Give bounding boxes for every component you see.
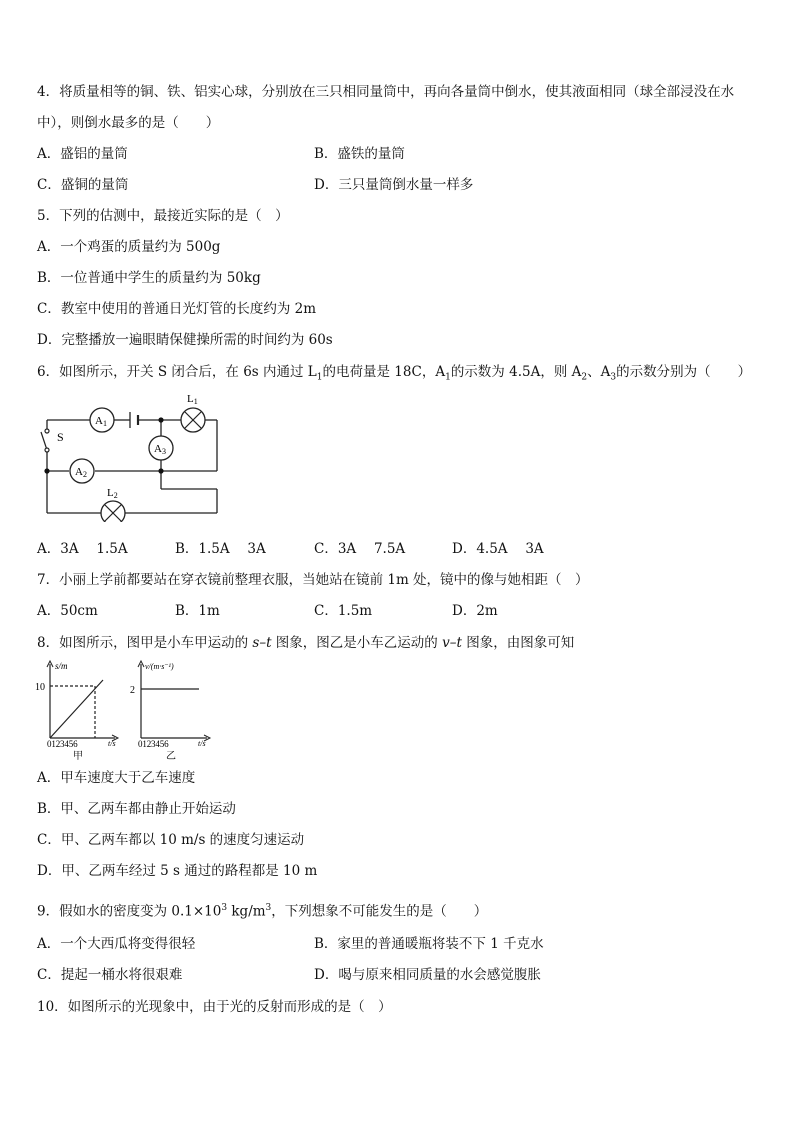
ammeter-a3 — [149, 436, 173, 460]
q9-option-a: A．一个大西瓜将变得很轻 — [37, 936, 196, 952]
q8-option-a: A．甲车速度大于乙车速度 — [37, 770, 196, 786]
q6-option-b: B．1.5A 3A — [175, 541, 266, 557]
q4-option-a: A．盛铝的量筒 — [37, 146, 128, 162]
q6-option-d: D．4.5A 3A — [452, 541, 544, 557]
lamp-l1 — [181, 393, 205, 432]
svg-text:t/s: t/s — [198, 739, 206, 748]
q5-stem: 5．下列的估测中，最接近实际的是（ ） — [37, 208, 289, 224]
q7-option-c: C．1.5m — [314, 603, 373, 619]
svg-text:t/s: t/s — [108, 739, 116, 748]
q7-option-a: A．50cm — [37, 603, 98, 619]
q9-option-b: B．家里的普通暖瓶将装不下 1 千克水 — [314, 936, 544, 952]
svg-text:A2: A2 — [75, 466, 87, 479]
svg-text:2: 2 — [130, 685, 135, 696]
q8-option-d: D．甲、乙两车经过 5 s 通过的路程都是 10 m — [37, 863, 318, 879]
svg-text:A1: A1 — [95, 415, 107, 428]
svg-text:L2: L2 — [107, 487, 118, 500]
q7-option-b: B．1m — [175, 603, 220, 619]
q4-option-d: D．三只量筒倒水量一样多 — [314, 177, 474, 193]
ammeter-a1 — [90, 408, 114, 432]
q8-option-b: B．甲、乙两车都由静止开始运动 — [37, 801, 236, 817]
q9-option-d: D．喝与原来相同质量的水会感觉腹胀 — [314, 967, 541, 983]
q8-stem: 8．如图所示，图甲是小车甲运动的 s–t 图象，图乙是小车乙运动的 v–t 图象，由图象可知 — [37, 635, 575, 651]
q9-option-c: C．提起一桶水将很艰难 — [37, 967, 183, 983]
q8-graph-jia — [33, 658, 123, 764]
svg-text:0 1 2 3 4 5 6: 0 1 2 3 4 5 6 — [138, 739, 168, 749]
q4-stem-line2: 中），则倒水最多的是（ ） — [37, 115, 220, 131]
svg-text:10: 10 — [35, 682, 45, 693]
svg-text:L1: L1 — [187, 393, 198, 406]
svg-text:s/m: s/m — [55, 661, 68, 671]
switch-s — [41, 429, 49, 452]
q7-option-d: D．2m — [452, 603, 498, 619]
battery-symbol — [130, 412, 138, 428]
q6-option-a: A．3A 1.5A — [37, 541, 128, 557]
q8-graph-yi — [125, 658, 220, 764]
q5-option-c: C．教室中使用的普通日光灯管的长度约为 2m — [37, 301, 317, 317]
q6-circuit-diagram — [35, 390, 225, 522]
q5-option-b: B．一位普通中学生的质量约为 50kg — [37, 270, 261, 286]
switch-label: S — [57, 430, 64, 444]
lamp-l2 — [101, 487, 125, 522]
q4-option-c: C．盛铜的量筒 — [37, 177, 129, 193]
q7-stem: 7．小丽上学前都要站在穿衣镜前整理衣服，当她站在镜前 1m 处，镜中的像与她相距（ ） — [37, 572, 589, 588]
q8-option-c: C．甲、乙两车都以 10 m/s 的速度匀速运动 — [37, 832, 305, 848]
q6-option-c: C．3A 7.5A — [314, 541, 406, 557]
junction-dot — [44, 468, 49, 473]
q4-stem-line1: 4．将质量相等的铜、铁、铝实心球，分别放在三只相同量筒中，再向各量筒中倒水，使其液面相同（球全部浸没在水 — [37, 84, 735, 100]
junction-dot — [158, 468, 163, 473]
svg-text:甲: 甲 — [73, 751, 83, 762]
q5-option-a: A．一个鸡蛋的质量约为 500g — [37, 239, 221, 255]
svg-text:A3: A3 — [154, 443, 166, 456]
junction-dot — [158, 417, 163, 422]
q10-stem: 10．如图所示的光现象中，由于光的反射而形成的是（ ） — [37, 999, 392, 1015]
q5-option-d: D．完整播放一遍眼睛保健操所需的时间约为 60s — [37, 332, 333, 348]
q9-stem: 9．假如水的密度变为 $0.1\times 10^3$ $kg/m^3$，下列想象不可能发生的是（ ） — [37, 903, 488, 920]
svg-text:0 1 2 3 4 5 6: 0 1 2 3 4 5 6 — [47, 739, 77, 749]
ammeter-a2 — [70, 459, 94, 483]
svg-text:v/(m·s⁻¹): v/(m·s⁻¹) — [145, 662, 174, 671]
q6-stem: 6．如图所示，开关 S 闭合后，在 6s 内通过 $L_1$的电荷量是 18C，$A_1$的示数为 4.5A，则 $A_2$、$A_3$的示数分别为（ ） — [37, 364, 752, 383]
svg-text:乙: 乙 — [166, 751, 176, 762]
q4-option-b: B．盛铁的量筒 — [314, 146, 405, 162]
